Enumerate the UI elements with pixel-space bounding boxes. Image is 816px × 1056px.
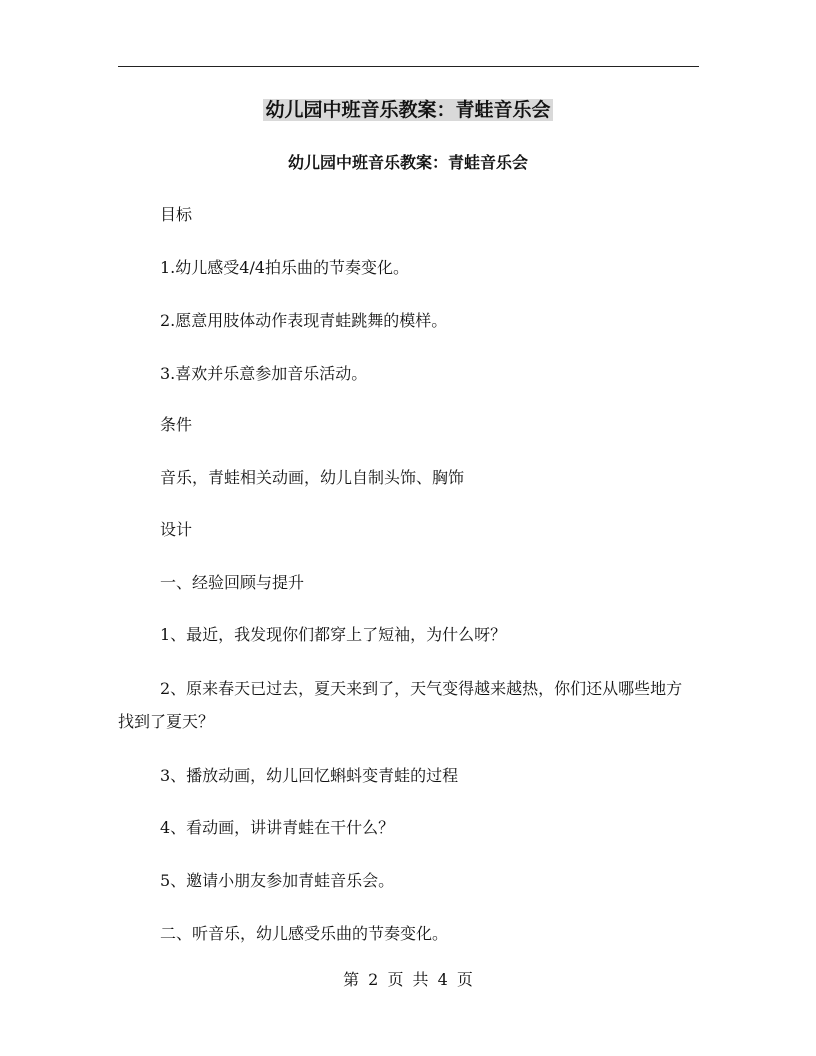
document-title [0, 96, 816, 124]
paragraph: 2.愿意用肢体动作表现青蛙跳舞的模样。 [160, 311, 448, 330]
section-heading-design: 设计 [160, 520, 193, 539]
paragraph: 1、最近，我发现你们都穿上了短袖，为什么呀？ [160, 625, 507, 644]
section-heading-goals: 目标 [160, 205, 193, 224]
paragraph: 5、邀请小朋友参加青蛙音乐会。 [160, 871, 395, 890]
paragraph: 一、经验回顾与提升 [160, 573, 305, 592]
paragraph: 3、播放动画，幼儿回忆蝌蚪变青蛙的过程 [160, 766, 459, 785]
paragraph: 4、看动画，讲讲青蛙在干什么？ [160, 818, 395, 837]
paragraph: 音乐，青蛙相关动画，幼儿自制头饰、胸饰 [160, 468, 465, 487]
paragraph: 1.幼儿感受4/4拍乐曲的节奏变化。 [160, 258, 410, 277]
paragraph-wrapped [118, 672, 698, 738]
page-footer: 第 2 页 共 4 页 [343, 970, 473, 989]
paragraph: 二、听音乐，幼儿感受乐曲的节奏变化。 [160, 924, 449, 943]
document-title-text: 幼儿园中班音乐教案：青蛙音乐会 [265, 99, 551, 121]
document-subtitle: 幼儿园中班音乐教案：青蛙音乐会 [287, 153, 528, 172]
paragraph-text: 2、原来春天已过去，夏天来到了，天气变得越来越热，你们还从哪些地方找到了夏天？ [118, 679, 683, 731]
header-rule [118, 66, 699, 67]
paragraph: 3.喜欢并乐意参加音乐活动。 [160, 364, 368, 383]
section-heading-conditions: 条件 [160, 415, 193, 434]
